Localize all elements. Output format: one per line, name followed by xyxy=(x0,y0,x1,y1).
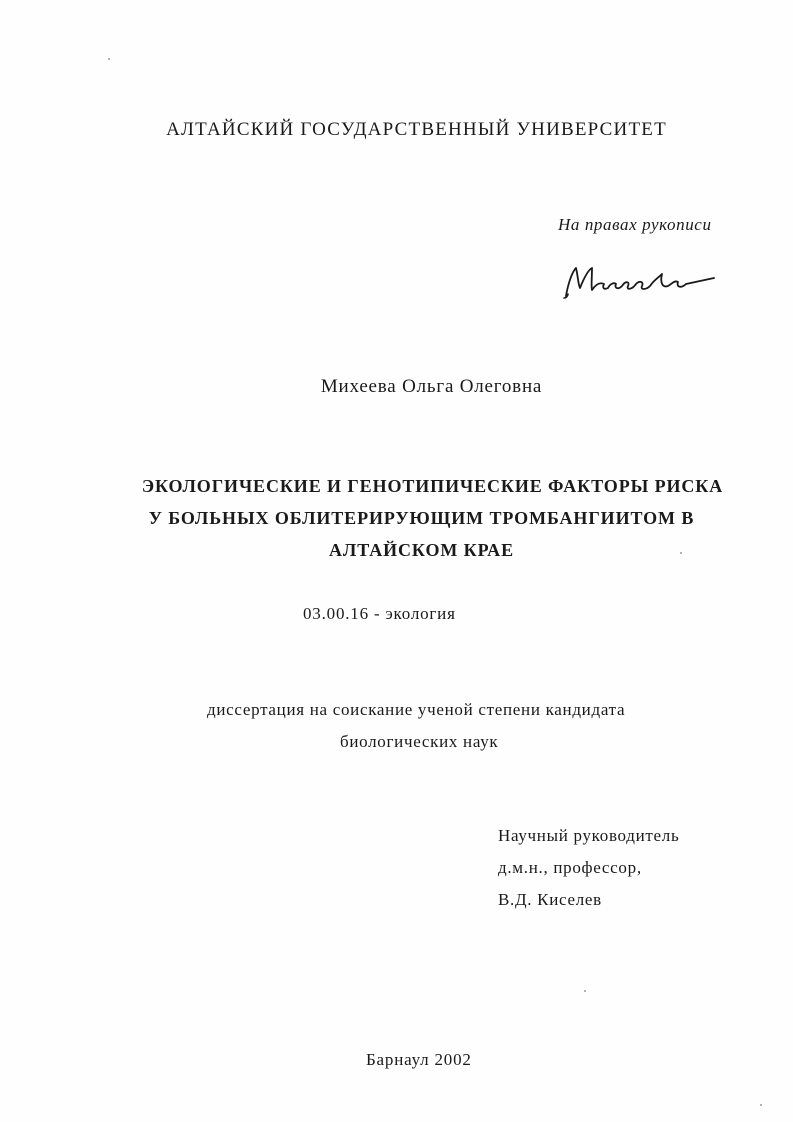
supervisor-name: В.Д. Киселев xyxy=(498,890,602,909)
degree-statement-line: диссертация на соискание ученой степени кандидата xyxy=(207,700,626,719)
manuscript-note: На правах рукописи xyxy=(558,215,712,234)
handwritten-signature xyxy=(558,254,718,302)
thesis-title-line: У БОЛЬНЫХ ОБЛИТЕРИРУЮЩИМ ТРОМБАНГИИТОМ В xyxy=(148,508,695,528)
scan-speck xyxy=(760,1104,762,1106)
thesis-title-line: АЛТАЙСКОМ КРАЕ xyxy=(329,540,514,560)
degree-statement-line: биологических наук xyxy=(340,732,499,751)
university-name: АЛТАЙСКИЙ ГОСУДАРСТВЕННЫЙ УНИВЕРСИТЕТ xyxy=(166,119,667,140)
supervisor-degree: д.м.н., профессор, xyxy=(498,858,642,877)
supervisor-label: Научный руководитель xyxy=(498,826,680,845)
scan-speck xyxy=(108,58,110,60)
specialty-code: 03.00.16 - экология xyxy=(303,604,456,623)
scan-speck xyxy=(680,552,682,554)
author-name: Михеева Ольга Олеговна xyxy=(320,376,543,397)
scan-speck xyxy=(584,990,586,992)
city-and-year: Барнаул 2002 xyxy=(366,1050,472,1069)
thesis-title-line: ЭКОЛОГИЧЕСКИЕ И ГЕНОТИПИЧЕСКИЕ ФАКТОРЫ РИСКА xyxy=(141,476,724,496)
